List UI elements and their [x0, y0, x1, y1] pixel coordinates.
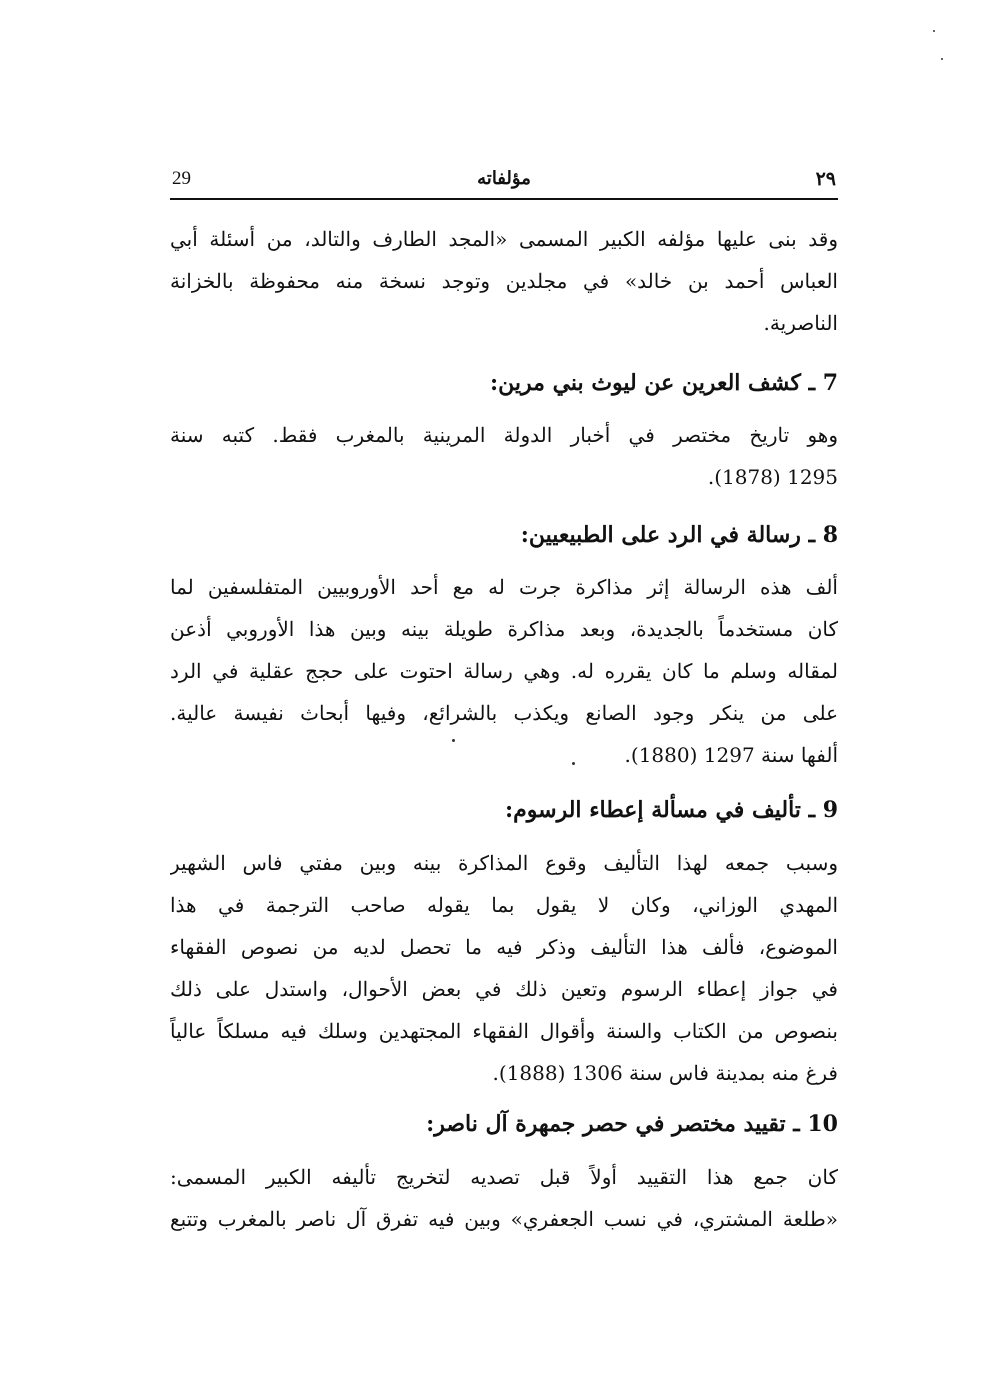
- scan-speck: [933, 30, 935, 32]
- intro-paragraph: [170, 218, 838, 344]
- section-heading-8: 8 ـ رسالة في الرد على الطبيعيين:: [520, 522, 838, 548]
- scan-speck: [452, 739, 455, 742]
- text-line: العباس أحمد بن خالد» في مجلدين وتوجد نسخة منه محفوظة بالخزانة: [170, 269, 838, 293]
- section-body-7: [170, 414, 838, 498]
- section-body-10: [170, 1156, 838, 1240]
- page-number-arabic: ٢٩: [815, 168, 836, 190]
- section-heading-10: 10 ـ تقييد مختصر في حصر جمهرة آل ناصر:: [426, 1111, 838, 1137]
- text-line: وهو تاريخ مختصر في أخبار الدولة المرينية بالمغرب فقط. كتبه سنة: [170, 423, 838, 447]
- text-line: في جواز إعطاء الرسوم وتعين ذلك في بعض الأحوال، واستدل على ذلك: [170, 977, 838, 1001]
- scan-speck: [941, 58, 943, 60]
- text-line: كان مستخدماً بالجديدة، وبعد مذاكرة طويلة بينه وبين هذا الأوروبي أذعن: [170, 617, 838, 641]
- text-line: ألف هذه الرسالة إثر مذاكرة جرت له مع أحد الأوروبيين المتفلسفين لما: [170, 575, 838, 599]
- running-header: [170, 168, 838, 200]
- text-line: المهدي الوزاني، وكان لا يقول بما يقوله صاحب الترجمة في هذا: [170, 893, 838, 917]
- text-line: الناصرية.: [763, 311, 838, 335]
- text-line: 1295 (1878).: [707, 465, 838, 489]
- text-line: ألفها سنة 1297 (1880).: [624, 743, 838, 767]
- text-line: وسبب جمعه لهذا التأليف وقوع المذاكرة بينه وبين مفتي فاس الشهير: [170, 851, 838, 875]
- text-line: «طلعة المشتري، في نسب الجعفري» وبين فيه تفرق آل ناصر بالمغرب وتتبع: [170, 1207, 838, 1231]
- text-line: كان جمع هذا التقييد أولاً قبل تصديه لتخريج تأليفه الكبير المسمى:: [170, 1165, 838, 1189]
- section-body-9: [170, 842, 838, 1094]
- running-title: مؤلفاته: [477, 168, 531, 189]
- text-line: فرغ منه بمدينة فاس سنة 1306 (1888).: [492, 1061, 838, 1085]
- text-line: وقد بنى عليها مؤلفه الكبير المسمى «المجد الطارف والتالد، من أسئلة أبي: [170, 227, 838, 251]
- text-line: لمقاله وسلم ما كان يقرره له. وهي رسالة احتوت على حجج عقلية في الرد: [170, 659, 838, 683]
- text-line: على من ينكر وجود الصانع ويكذب بالشرائع، وفيها أبحاث نفيسة عالية.: [170, 701, 838, 725]
- section-heading-7: 7 ـ كشف العرين عن ليوث بني مرين:: [490, 370, 838, 396]
- text-line: بنصوص من الكتاب والسنة وأقوال الفقهاء المجتهدين وسلك فيه مسلكاً عالياً: [170, 1019, 838, 1043]
- section-heading-9: 9 ـ تأليف في مسألة إعطاء الرسوم:: [505, 797, 838, 823]
- section-body-8: [170, 566, 838, 776]
- text-line: الموضوع، فألف هذا التأليف وذكر فيه ما تحصل لديه من نصوص الفقهاء: [170, 935, 838, 959]
- scan-speck: [572, 762, 575, 765]
- page-number-latin: 29: [172, 168, 191, 189]
